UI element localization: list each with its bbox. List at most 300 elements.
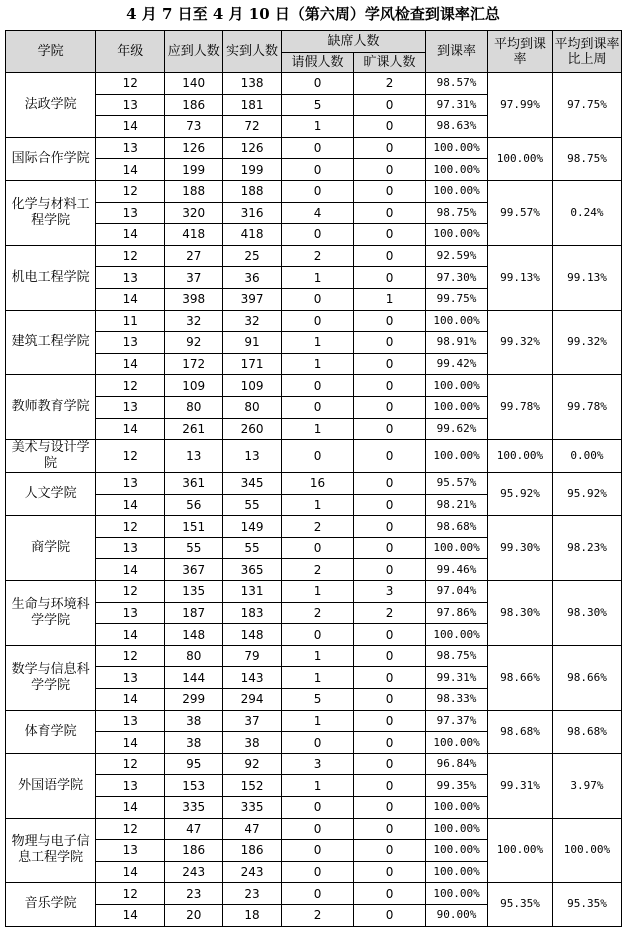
leave-cell: 0: [281, 224, 353, 246]
truant-cell: 3: [354, 581, 426, 603]
grade-cell: 13: [96, 840, 165, 862]
college-name: 化学与材料工程学院: [6, 180, 96, 245]
grade-cell: 14: [96, 559, 165, 581]
table-row: [6, 883, 622, 905]
rate-cell: 92.59%: [426, 245, 488, 267]
leave-cell: 0: [281, 375, 353, 397]
expected-cell: 92: [165, 332, 223, 354]
actual-cell: 188: [223, 180, 282, 202]
grade-cell: 13: [96, 94, 165, 116]
leave-cell: 16: [281, 473, 353, 495]
expected-cell: 261: [165, 418, 223, 440]
expected-cell: 188: [165, 180, 223, 202]
leave-cell: 1: [281, 332, 353, 354]
leave-cell: 1: [281, 667, 353, 689]
table-row: [6, 818, 622, 840]
expected-cell: 126: [165, 137, 223, 159]
avg-rate-cell: 99.30%: [487, 516, 552, 581]
truant-cell: 0: [354, 516, 426, 538]
expected-cell: 47: [165, 818, 223, 840]
grade-cell: 11: [96, 310, 165, 332]
college-name: 音乐学院: [6, 883, 96, 926]
table-row: [6, 710, 622, 732]
rate-cell: 100.00%: [426, 137, 488, 159]
vs-last-week-cell: 98.68%: [552, 710, 621, 753]
grade-cell: 14: [96, 159, 165, 181]
leave-cell: 2: [281, 602, 353, 624]
actual-cell: 131: [223, 581, 282, 603]
truant-cell: 0: [354, 775, 426, 797]
grade-cell: 14: [96, 732, 165, 754]
actual-cell: 149: [223, 516, 282, 538]
truant-cell: 2: [354, 73, 426, 95]
expected-cell: 367: [165, 559, 223, 581]
leave-cell: 0: [281, 840, 353, 862]
expected-cell: 418: [165, 224, 223, 246]
leave-cell: 0: [281, 310, 353, 332]
truant-cell: 0: [354, 440, 426, 473]
rate-cell: 100.00%: [426, 840, 488, 862]
vs-last-week-cell: 0.24%: [552, 180, 621, 245]
leave-cell: 2: [281, 516, 353, 538]
actual-cell: 23: [223, 883, 282, 905]
expected-cell: 144: [165, 667, 223, 689]
actual-cell: 72: [223, 116, 282, 138]
table-row: [6, 753, 622, 775]
expected-cell: 23: [165, 883, 223, 905]
rate-cell: 100.00%: [426, 732, 488, 754]
expected-cell: 13: [165, 440, 223, 473]
truant-cell: 0: [354, 310, 426, 332]
table-body: [6, 73, 622, 927]
truant-cell: 0: [354, 710, 426, 732]
rate-cell: 97.30%: [426, 267, 488, 289]
leave-cell: 1: [281, 710, 353, 732]
actual-cell: 186: [223, 840, 282, 862]
truant-cell: 0: [354, 861, 426, 883]
vs-last-week-cell: 100.00%: [552, 818, 621, 883]
expected-cell: 56: [165, 494, 223, 516]
vs-last-week-cell: 99.78%: [552, 375, 621, 440]
college-name: 体育学院: [6, 710, 96, 753]
leave-cell: 0: [281, 883, 353, 905]
leave-cell: 1: [281, 353, 353, 375]
grade-cell: 14: [96, 624, 165, 646]
rate-cell: 99.46%: [426, 559, 488, 581]
leave-cell: 0: [281, 288, 353, 310]
vs-last-week-cell: 98.66%: [552, 645, 621, 710]
expected-cell: 38: [165, 710, 223, 732]
grade-cell: 13: [96, 202, 165, 224]
vs-last-week-cell: 3.97%: [552, 753, 621, 818]
table-row: [6, 516, 622, 538]
truant-cell: 0: [354, 494, 426, 516]
truant-cell: 0: [354, 667, 426, 689]
actual-cell: 55: [223, 537, 282, 559]
truant-cell: 0: [354, 116, 426, 138]
rate-cell: 97.86%: [426, 602, 488, 624]
grade-cell: 14: [96, 904, 165, 926]
truant-cell: 0: [354, 267, 426, 289]
actual-cell: 18: [223, 904, 282, 926]
truant-cell: 0: [354, 840, 426, 862]
college-name: 机电工程学院: [6, 245, 96, 310]
rate-cell: 98.57%: [426, 73, 488, 95]
actual-cell: 171: [223, 353, 282, 375]
avg-rate-cell: 97.99%: [487, 73, 552, 138]
table-row: [6, 245, 622, 267]
grade-cell: 12: [96, 245, 165, 267]
leave-cell: 1: [281, 116, 353, 138]
avg-rate-cell: 100.00%: [487, 818, 552, 883]
truant-cell: 0: [354, 904, 426, 926]
actual-cell: 37: [223, 710, 282, 732]
grade-cell: 13: [96, 602, 165, 624]
actual-cell: 143: [223, 667, 282, 689]
truant-cell: 0: [354, 797, 426, 819]
grade-cell: 14: [96, 494, 165, 516]
grade-cell: 12: [96, 180, 165, 202]
table-row: [6, 645, 622, 667]
expected-cell: 199: [165, 159, 223, 181]
vs-last-week-cell: 98.23%: [552, 516, 621, 581]
truant-cell: 0: [354, 159, 426, 181]
expected-cell: 80: [165, 396, 223, 418]
rate-cell: 100.00%: [426, 883, 488, 905]
grade-cell: 14: [96, 353, 165, 375]
rate-cell: 100.00%: [426, 624, 488, 646]
vs-last-week-cell: 0.00%: [552, 440, 621, 473]
expected-cell: 398: [165, 288, 223, 310]
leave-cell: 0: [281, 73, 353, 95]
grade-cell: 12: [96, 581, 165, 603]
rate-cell: 100.00%: [426, 537, 488, 559]
truant-cell: 0: [354, 375, 426, 397]
expected-cell: 80: [165, 645, 223, 667]
avg-rate-cell: 99.13%: [487, 245, 552, 310]
actual-cell: 260: [223, 418, 282, 440]
college-name: 生命与环境科学学院: [6, 581, 96, 646]
actual-cell: 25: [223, 245, 282, 267]
leave-cell: 0: [281, 180, 353, 202]
grade-cell: 14: [96, 689, 165, 711]
actual-cell: 148: [223, 624, 282, 646]
avg-rate-cell: 99.57%: [487, 180, 552, 245]
expected-cell: 187: [165, 602, 223, 624]
vs-last-week-cell: 97.75%: [552, 73, 621, 138]
grade-cell: 12: [96, 753, 165, 775]
actual-cell: 365: [223, 559, 282, 581]
leave-cell: 1: [281, 645, 353, 667]
rate-cell: 99.31%: [426, 667, 488, 689]
rate-cell: 98.75%: [426, 645, 488, 667]
grade-cell: 13: [96, 473, 165, 495]
attendance-table: [5, 30, 622, 927]
truant-cell: 0: [354, 559, 426, 581]
table-row: [6, 310, 622, 332]
rate-cell: 99.42%: [426, 353, 488, 375]
leave-cell: 2: [281, 245, 353, 267]
vs-last-week-cell: 99.13%: [552, 245, 621, 310]
table-header: [6, 31, 622, 73]
rate-cell: 95.57%: [426, 473, 488, 495]
grade-cell: 13: [96, 667, 165, 689]
actual-cell: 345: [223, 473, 282, 495]
truant-cell: 0: [354, 732, 426, 754]
avg-rate-cell: 99.31%: [487, 753, 552, 818]
expected-cell: 186: [165, 94, 223, 116]
avg-rate-cell: 95.92%: [487, 473, 552, 516]
actual-cell: 418: [223, 224, 282, 246]
rate-cell: 97.37%: [426, 710, 488, 732]
vs-last-week-cell: 99.32%: [552, 310, 621, 375]
rate-cell: 100.00%: [426, 159, 488, 181]
actual-cell: 138: [223, 73, 282, 95]
truant-cell: 0: [354, 137, 426, 159]
truant-cell: 0: [354, 353, 426, 375]
leave-cell: 0: [281, 137, 353, 159]
vs-last-week-cell: 98.30%: [552, 581, 621, 646]
college-name: 教师教育学院: [6, 375, 96, 440]
expected-cell: 27: [165, 245, 223, 267]
rate-cell: 98.91%: [426, 332, 488, 354]
rate-cell: 98.68%: [426, 516, 488, 538]
grade-cell: 14: [96, 418, 165, 440]
leave-cell: 1: [281, 581, 353, 603]
expected-cell: 335: [165, 797, 223, 819]
rate-cell: 98.21%: [426, 494, 488, 516]
grade-cell: 14: [96, 288, 165, 310]
rate-cell: 100.00%: [426, 180, 488, 202]
header-grade: 年级: [96, 31, 165, 73]
vs-last-week-cell: 95.35%: [552, 883, 621, 926]
vs-last-week-cell: 95.92%: [552, 473, 621, 516]
expected-cell: 37: [165, 267, 223, 289]
grade-cell: 14: [96, 861, 165, 883]
rate-cell: 97.31%: [426, 94, 488, 116]
leave-cell: 0: [281, 818, 353, 840]
leave-cell: 1: [281, 494, 353, 516]
rate-cell: 99.62%: [426, 418, 488, 440]
actual-cell: 47: [223, 818, 282, 840]
truant-cell: 0: [354, 180, 426, 202]
header-expected: 应到人数: [165, 31, 223, 73]
leave-cell: 2: [281, 559, 353, 581]
leave-cell: 0: [281, 440, 353, 473]
table-row: [6, 180, 622, 202]
truant-cell: 0: [354, 624, 426, 646]
grade-cell: 14: [96, 224, 165, 246]
table-row: [6, 581, 622, 603]
expected-cell: 186: [165, 840, 223, 862]
actual-cell: 13: [223, 440, 282, 473]
grade-cell: 12: [96, 440, 165, 473]
actual-cell: 55: [223, 494, 282, 516]
college-name: 法政学院: [6, 73, 96, 138]
table-row: [6, 137, 622, 159]
header-avg-rate: 平均到课率: [487, 31, 552, 73]
grade-cell: 12: [96, 73, 165, 95]
actual-cell: 126: [223, 137, 282, 159]
rate-cell: 99.75%: [426, 288, 488, 310]
actual-cell: 80: [223, 396, 282, 418]
header-rate: 到课率: [426, 31, 488, 73]
expected-cell: 20: [165, 904, 223, 926]
leave-cell: 1: [281, 775, 353, 797]
actual-cell: 36: [223, 267, 282, 289]
leave-cell: 0: [281, 159, 353, 181]
header-vs-last-week: 平均到课率比上周: [552, 31, 621, 73]
truant-cell: 0: [354, 818, 426, 840]
actual-cell: 181: [223, 94, 282, 116]
rate-cell: 98.75%: [426, 202, 488, 224]
rate-cell: 100.00%: [426, 224, 488, 246]
table-row: [6, 73, 622, 95]
actual-cell: 243: [223, 861, 282, 883]
actual-cell: 316: [223, 202, 282, 224]
expected-cell: 299: [165, 689, 223, 711]
truant-cell: 0: [354, 645, 426, 667]
college-name: 外国语学院: [6, 753, 96, 818]
grade-cell: 13: [96, 537, 165, 559]
expected-cell: 151: [165, 516, 223, 538]
header-college: 学院: [6, 31, 96, 73]
expected-cell: 55: [165, 537, 223, 559]
expected-cell: 135: [165, 581, 223, 603]
actual-cell: 183: [223, 602, 282, 624]
avg-rate-cell: 98.30%: [487, 581, 552, 646]
rate-cell: 100.00%: [426, 310, 488, 332]
leave-cell: 1: [281, 418, 353, 440]
table-row: [6, 440, 622, 473]
actual-cell: 92: [223, 753, 282, 775]
rate-cell: 100.00%: [426, 861, 488, 883]
truant-cell: 0: [354, 473, 426, 495]
expected-cell: 140: [165, 73, 223, 95]
expected-cell: 73: [165, 116, 223, 138]
rate-cell: 100.00%: [426, 375, 488, 397]
college-name: 人文学院: [6, 473, 96, 516]
avg-rate-cell: 95.35%: [487, 883, 552, 926]
college-name: 国际合作学院: [6, 137, 96, 180]
truant-cell: 1: [354, 288, 426, 310]
expected-cell: 148: [165, 624, 223, 646]
grade-cell: 13: [96, 710, 165, 732]
truant-cell: 0: [354, 396, 426, 418]
leave-cell: 4: [281, 202, 353, 224]
rate-cell: 90.00%: [426, 904, 488, 926]
table-row: [6, 473, 622, 495]
avg-rate-cell: 99.78%: [487, 375, 552, 440]
leave-cell: 0: [281, 732, 353, 754]
truant-cell: 2: [354, 602, 426, 624]
truant-cell: 0: [354, 224, 426, 246]
expected-cell: 38: [165, 732, 223, 754]
avg-rate-cell: 98.68%: [487, 710, 552, 753]
expected-cell: 109: [165, 375, 223, 397]
actual-cell: 335: [223, 797, 282, 819]
grade-cell: 12: [96, 516, 165, 538]
avg-rate-cell: 100.00%: [487, 137, 552, 180]
rate-cell: 98.63%: [426, 116, 488, 138]
college-name: 建筑工程学院: [6, 310, 96, 375]
avg-rate-cell: 100.00%: [487, 440, 552, 473]
leave-cell: 1: [281, 267, 353, 289]
college-name: 物理与电子信息工程学院: [6, 818, 96, 883]
vs-last-week-cell: 98.75%: [552, 137, 621, 180]
leave-cell: 0: [281, 797, 353, 819]
grade-cell: 13: [96, 396, 165, 418]
college-name: 美术与设计学院: [6, 440, 96, 473]
expected-cell: 361: [165, 473, 223, 495]
college-name: 商学院: [6, 516, 96, 581]
rate-cell: 100.00%: [426, 440, 488, 473]
truant-cell: 0: [354, 245, 426, 267]
grade-cell: 12: [96, 883, 165, 905]
leave-cell: 0: [281, 396, 353, 418]
expected-cell: 95: [165, 753, 223, 775]
grade-cell: 12: [96, 375, 165, 397]
header-absent-group: 缺席人数: [281, 31, 425, 53]
grade-cell: 13: [96, 137, 165, 159]
grade-cell: 12: [96, 645, 165, 667]
actual-cell: 199: [223, 159, 282, 181]
avg-rate-cell: 98.66%: [487, 645, 552, 710]
page-title: 4 月 7 日至 4 月 10 日（第六周）学风检查到课率汇总: [126, 5, 500, 23]
grade-cell: 13: [96, 267, 165, 289]
truant-cell: 0: [354, 202, 426, 224]
actual-cell: 79: [223, 645, 282, 667]
college-name: 数学与信息科学学院: [6, 645, 96, 710]
grade-cell: 12: [96, 818, 165, 840]
grade-cell: 13: [96, 775, 165, 797]
expected-cell: 32: [165, 310, 223, 332]
rate-cell: 100.00%: [426, 396, 488, 418]
rate-cell: 100.00%: [426, 797, 488, 819]
leave-cell: 3: [281, 753, 353, 775]
table-row: [6, 375, 622, 397]
leave-cell: 0: [281, 624, 353, 646]
truant-cell: 0: [354, 537, 426, 559]
expected-cell: 153: [165, 775, 223, 797]
leave-cell: 5: [281, 94, 353, 116]
grade-cell: 13: [96, 332, 165, 354]
leave-cell: 0: [281, 537, 353, 559]
rate-cell: 97.04%: [426, 581, 488, 603]
truant-cell: 0: [354, 689, 426, 711]
actual-cell: 91: [223, 332, 282, 354]
leave-cell: 2: [281, 904, 353, 926]
rate-cell: 99.35%: [426, 775, 488, 797]
actual-cell: 397: [223, 288, 282, 310]
actual-cell: 109: [223, 375, 282, 397]
expected-cell: 172: [165, 353, 223, 375]
expected-cell: 243: [165, 861, 223, 883]
expected-cell: 320: [165, 202, 223, 224]
rate-cell: 100.00%: [426, 818, 488, 840]
rate-cell: 98.33%: [426, 689, 488, 711]
leave-cell: 0: [281, 861, 353, 883]
actual-cell: 32: [223, 310, 282, 332]
truant-cell: 0: [354, 332, 426, 354]
truant-cell: 0: [354, 753, 426, 775]
header-leave: 请假人数: [281, 53, 353, 73]
avg-rate-cell: 99.32%: [487, 310, 552, 375]
truant-cell: 0: [354, 94, 426, 116]
grade-cell: 14: [96, 797, 165, 819]
rate-cell: 96.84%: [426, 753, 488, 775]
header-actual: 实到人数: [223, 31, 282, 73]
